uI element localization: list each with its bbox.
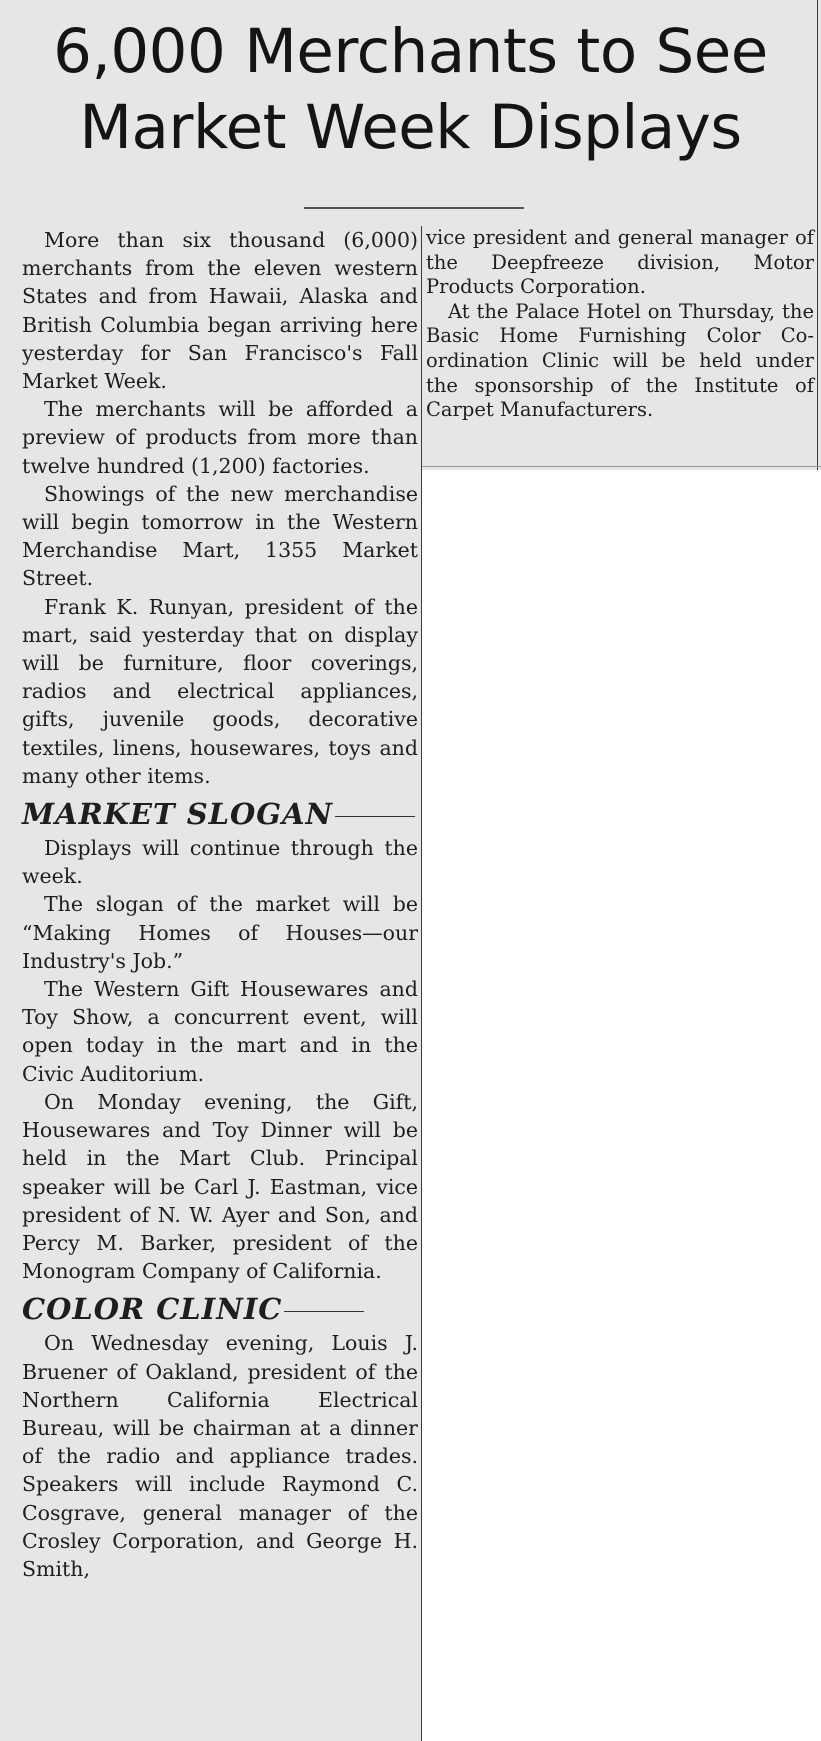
paragraph: On Wednesday evening, Louis J. Bruener of Oakland, president of the Northern California Electrical Bureau, will be chairman at a dinner of the radio and appliance trades. Speakers will include Raymond C. Cosgrave, general manager of the Crosley Corporation, and George H. Smith, <box>22 1331 418 1581</box>
clipping-right-edge <box>817 0 818 470</box>
subhead-market-slogan <box>22 796 418 832</box>
headline <box>0 14 821 166</box>
headline-line-1: 6,000 Merchants to See <box>53 16 768 87</box>
subhead-text: MARKET SLOGAN <box>22 797 334 832</box>
left-column <box>22 226 418 1583</box>
subhead-color-clinic <box>22 1291 418 1327</box>
page-background <box>422 470 821 1741</box>
paragraph: Showings of the new merchandise will begin tomorrow in the Western Merchandise Mart, 1355 Market Street. <box>22 481 418 591</box>
paragraph: The merchants will be afforded a preview of products from more than twelve hundred (1,200) factories. <box>22 397 418 478</box>
paragraph: Displays will continue through the week. <box>22 836 418 889</box>
paragraph: At the Palace Hotel on Thursday, the Basic Home Furnishing Color Co-ordination Clinic will be held under the sponsorship of the Institute of Carpet Manufacturers. <box>426 299 814 422</box>
headline-rule <box>304 207 524 209</box>
paragraph: The slogan of the market will be “Making Homes of Houses—our Industry's Job.” <box>22 892 418 973</box>
right-column <box>426 226 814 423</box>
subhead-dash <box>284 1311 364 1312</box>
paragraph: The Western Gift Housewares and Toy Show, a concurrent event, will open today in the mart and in the Civic Auditorium. <box>22 977 418 1086</box>
subhead-dash <box>335 816 415 817</box>
paragraph: Frank K. Runyan, president of the mart, said yesterday that on display will be furniture, floor coverings, radios and electrical appliances, gifts, juvenile goods, decorative textiles, linens, housewares, toys and many other items. <box>22 594 418 788</box>
paragraph: vice president and general manager of the Deepfreeze division, Motor Products Corporation. <box>426 226 814 299</box>
paragraph: On Monday evening, the Gift, Housewares and Toy Dinner will be held in the Mart Club. Principal speaker will be Carl J. Eastman, vice president of N. W. Ayer and Son, and Percy M. Barker, president of the Monogram Company of California. <box>22 1089 418 1284</box>
column-divider <box>421 226 422 1741</box>
paragraph: More than six thousand (6,000) merchants from the eleven western States and from Hawaii, Alaska and British Columbia began arriving here yesterday for San Francisco's Fall Market Week. <box>22 228 418 394</box>
clipping-bottom-edge <box>422 466 821 467</box>
subhead-text: COLOR CLINIC <box>22 1292 283 1327</box>
headline-line-2: Market Week Displays <box>79 92 742 163</box>
